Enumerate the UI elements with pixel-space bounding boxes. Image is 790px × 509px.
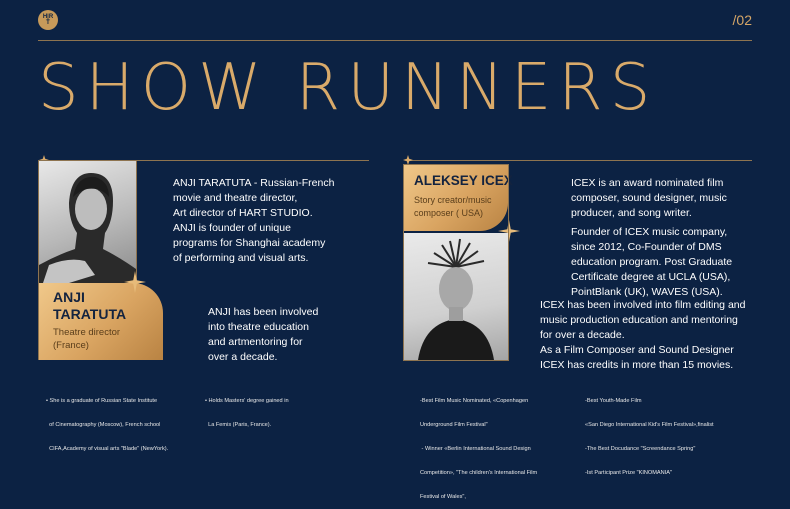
footnote-line: Underground Film Festival" — [420, 422, 488, 428]
aleksey-portrait-photo — [404, 233, 508, 360]
footnote-line: -Ist Participant Prize "KINOMANIA" — [585, 470, 672, 476]
aleksey-role-line2: composer ( USA) — [414, 208, 484, 218]
bio-line: composer, sound designer, music — [571, 192, 727, 204]
anji-name-line1: ANJI — [53, 289, 85, 305]
anji-name-line2: TARATUTA — [53, 306, 127, 322]
anji-name-card — [39, 283, 163, 360]
aleksey-name: ALEKSEY ICEX — [414, 173, 513, 188]
anji-role-line1: Theatre director — [53, 327, 121, 338]
right-section-divider — [408, 160, 752, 161]
footnote-line: Competition», "The children's International Film — [420, 470, 538, 476]
bio-line: PointBlank (UK), WAVES (USA). — [571, 286, 723, 298]
footnote-line: - Winner «Berlin International Sound Design — [420, 446, 531, 452]
hart-logo — [38, 10, 58, 30]
bio-line: ANJI is founder of unique — [173, 222, 291, 234]
footnote-line: «San Diego International Kid's Film Festival»,finalist — [585, 422, 714, 428]
page-title: SHOW RUNNERS — [38, 51, 658, 125]
aleksey-role-line1: Story creator/music — [414, 195, 492, 205]
bio-line: for over a decade. — [540, 329, 625, 341]
anji-bio-secondary — [208, 305, 358, 365]
bio-line: of performing and visual arts. — [173, 252, 309, 264]
anji-footnotes-col2 — [205, 381, 335, 437]
footnote-line: -The Best Docudance "Screendance Spring" — [585, 446, 696, 452]
footnote-line: • Holds Masters' degree gained in — [205, 398, 289, 404]
page-number: /02 — [732, 12, 752, 28]
bio-line: Founder of ICEX music company, — [571, 226, 728, 238]
anji-portrait-photo — [39, 161, 136, 283]
bio-line: over a decade. — [208, 351, 278, 363]
bio-line: ICEX has credits in more than 15 movies. — [540, 359, 734, 371]
bio-line: into theatre education — [208, 321, 309, 333]
bio-line: Art director of HART STUDIO. — [173, 207, 313, 219]
footnote-line: La Femis (Paris, France). — [205, 422, 272, 428]
bio-line: ICEX has been involved into film editing and — [540, 299, 746, 311]
bio-line: since 2012, Co-Founder of DMS — [571, 241, 722, 253]
portrait-silhouette-icon — [39, 161, 136, 283]
anji-role-line2: (France) — [53, 340, 89, 351]
portrait-silhouette-icon — [404, 233, 508, 360]
bio-line: music production education and mentoring — [540, 314, 738, 326]
footnote-line: CIFA,Academy of visual arts "Blade" (NewYork). — [46, 446, 169, 452]
top-divider — [38, 40, 752, 41]
bio-line: ANJI has been involved — [208, 306, 319, 318]
bio-line: As a Film Composer and Sound Designer — [540, 344, 734, 356]
bio-line: and artmentoring for — [208, 336, 303, 348]
footnote-line: Festival of Wales", — [420, 494, 466, 500]
anji-footnotes-col1 — [46, 381, 206, 461]
bio-line: education program. Post Graduate — [571, 256, 733, 268]
aleksey-bio-secondary — [540, 298, 755, 373]
aleksey-bio — [571, 176, 756, 300]
aleksey-footnotes-col1 — [420, 381, 580, 509]
star-ornament-icon — [124, 271, 146, 293]
footnote-line: of Cinematography (Moscow), French school — [46, 422, 161, 428]
bio-line: ICEX is an award nominated film — [571, 177, 724, 189]
bio-line: Certificate degree at UCLA (USA), — [571, 271, 731, 283]
footnote-line: • She is a graduate of Russian State Institute — [46, 398, 158, 404]
footnote-line: -Best Film Music Nominated, «Copenhagen — [420, 398, 529, 404]
footnote-line: -Best Youth-Made Film — [585, 398, 642, 404]
anji-bio — [173, 176, 368, 266]
aleksey-footnotes-col2 — [585, 381, 755, 485]
bio-line: programs for Shanghai academy — [173, 237, 326, 249]
bio-line: ANJI TARATUTA - Russian-French — [173, 177, 335, 189]
logo-text: H|R T — [42, 14, 54, 26]
bio-line: movie and theatre director, — [173, 192, 298, 204]
bio-line: producer, and song writer. — [571, 207, 692, 219]
